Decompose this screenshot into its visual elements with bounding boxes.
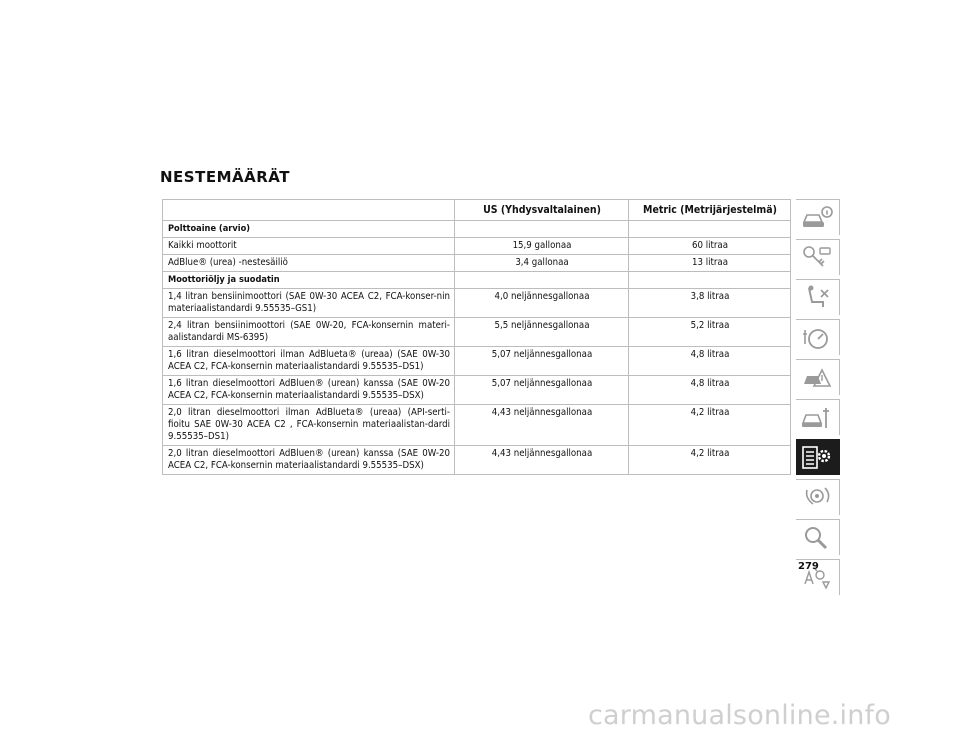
car-info-icon [801,204,833,232]
seat-icon [801,284,833,312]
row-description: AdBlue® (urea) -nestesäiliö [163,255,455,272]
row-description: 2,4 litran bensiinimoottori (SAE 0W-20, FCA-konsernin materi-aalistandardi MS-6395) [163,318,455,347]
row-us-value: 3,4 gallonaa [455,255,629,272]
row-metric-value: 13 litraa [629,255,791,272]
row-description: 2,0 litran dieselmoottori AdBluen® (urean) kanssa (SAE 0W-20 ACEA C2, FCA-konsernin materiaalistandardi 9.55535–DSX) [163,446,455,475]
chapter-tab-instrument-panel[interactable] [796,319,840,355]
table-row [163,347,791,376]
row-metric-value: 5,2 litraa [629,318,791,347]
dashboard-gauge-icon [801,324,833,352]
header-metric: Metric (Metrijärjestelmä) [629,200,791,221]
row-us-value: 4,43 neljännesgallonaa [455,446,629,475]
row-description: Kaikki moottorit [163,238,455,255]
row-description: 1,6 litran dieselmoottori AdBluen® (urean) kanssa (SAE 0W-20 ACEA C2, FCA-konsernin materiaalistandardi 9.55535–DSX) [163,376,455,405]
chapter-tab-technical-specifications[interactable] [796,439,840,475]
multimedia-icon [801,484,833,512]
table-row [163,255,791,272]
table-row [163,405,791,446]
row-metric-value: 4,8 litraa [629,347,791,376]
row-us-value: 5,5 neljännesgallonaa [455,318,629,347]
watermark: carmanualsonline.info [588,700,891,731]
row-metric-value [629,272,791,289]
row-us-value: 5,07 neljännesgallonaa [455,347,629,376]
page-number: 279 [798,561,819,572]
fluid-capacities-table [162,199,791,475]
chapter-tab-vehicle[interactable] [796,199,840,235]
table-row [163,318,791,347]
header-us: US (Yhdysvaltalainen) [455,200,629,221]
chapter-tab-multimedia[interactable] [796,479,840,515]
row-metric-value: 3,8 litraa [629,289,791,318]
chapter-tab-index[interactable] [796,519,840,555]
row-metric-value: 4,8 litraa [629,376,791,405]
row-metric-value [629,221,791,238]
row-metric-value: 60 litraa [629,238,791,255]
table-row [163,238,791,255]
table-row [163,221,791,238]
row-metric-value: 4,2 litraa [629,405,791,446]
row-metric-value: 4,2 litraa [629,446,791,475]
row-us-value: 4,43 neljännesgallonaa [455,405,629,446]
page-title: NESTEMÄÄRÄT [160,168,290,186]
row-description: Moottoriöljy ja suodatin [163,272,455,289]
chapter-tab-getting-started[interactable] [796,239,840,275]
warning-triangle-icon [801,364,833,392]
row-description: Polttoaine (arvio) [163,221,455,238]
table-header-row [163,200,791,221]
technical-specs-icon [801,444,833,472]
row-description: 1,6 litran dieselmoottori ilman AdBlueta® (ureaa) (SAE 0W-30 ACEA C2, FCA-konsernin materiaalistandardi 9.55535–DS1) [163,347,455,376]
chapter-tab-interior[interactable] [796,279,840,315]
chapter-tab-safety[interactable] [796,359,840,395]
keys-icon [801,244,833,272]
row-us-value [455,272,629,289]
table-row [163,289,791,318]
car-service-icon [801,404,833,432]
table-row [163,272,791,289]
chapter-tab-servicing[interactable] [796,399,840,435]
row-us-value: 15,9 gallonaa [455,238,629,255]
table-row [163,446,791,475]
row-us-value: 4,0 neljännesgallonaa [455,289,629,318]
row-description: 1,4 litran bensiinimoottori (SAE 0W-30 ACEA C2, FCA-konser-nin materiaalistandardi 9.55535–GS1) [163,289,455,318]
magnifier-icon [801,524,833,552]
table-row [163,376,791,405]
header-description [163,200,455,221]
row-description: 2,0 litran dieselmoottori ilman AdBlueta® (ureaa) (API-serti-fioitu SAE 0W-30 ACEA C2 , FCA-konsernin materiaalistan-dardi 9.55535–DS1) [163,405,455,446]
row-us-value: 5,07 neljännesgallonaa [455,376,629,405]
row-us-value [455,221,629,238]
chapter-tabs [796,199,840,599]
